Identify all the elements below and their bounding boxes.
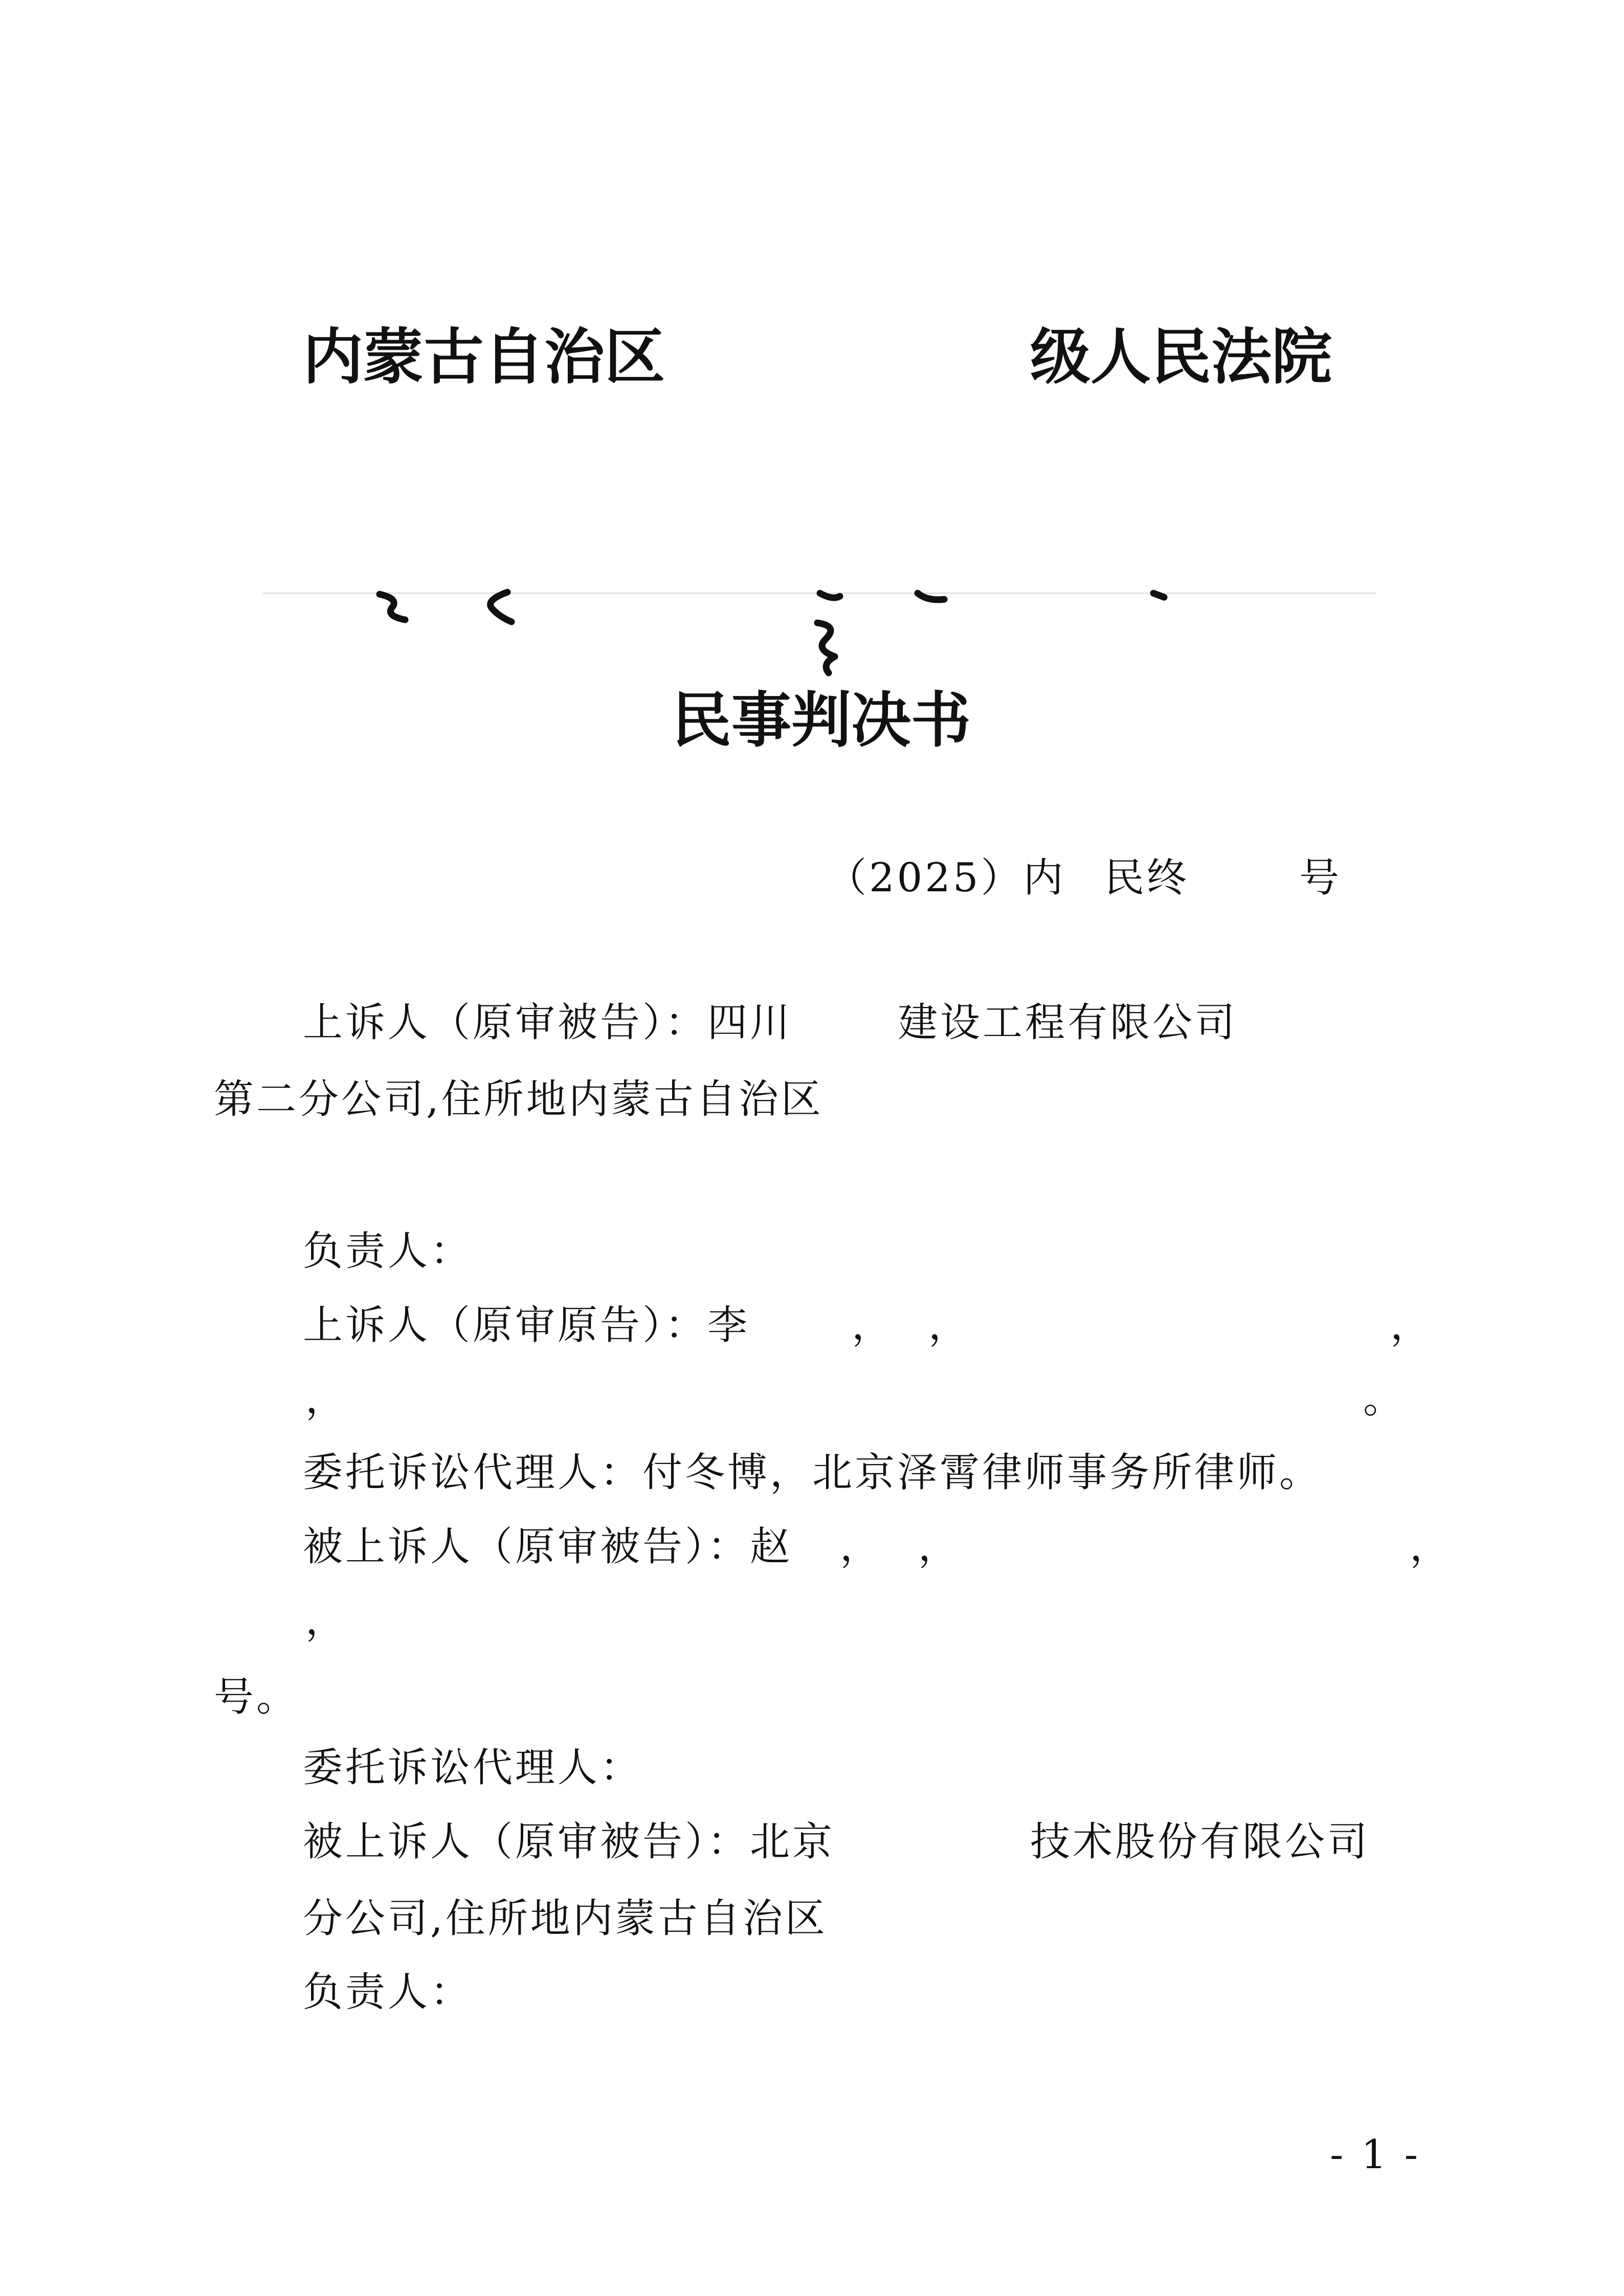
court-name-prefix: 内蒙古自治区 xyxy=(303,321,665,392)
mongolian-script-fragment xyxy=(1153,593,1164,597)
appellant-1-responsible-person: 负责人： xyxy=(303,1228,473,1274)
mongolian-script-fragment xyxy=(918,593,944,600)
appellant-1-name-end: 建设工程有限公司 xyxy=(898,1000,1238,1046)
redacted-separator: ， xyxy=(852,1302,895,1348)
court-name-suffix: 级人民法院 xyxy=(1030,321,1332,392)
redacted-separator: ， xyxy=(305,1376,348,1422)
appellant-2-label: 上诉人（原审原告）：李 xyxy=(303,1302,750,1348)
redacted-separator: ， xyxy=(1410,1524,1453,1570)
appellant-2-agent: 委托诉讼代理人：付冬博，北京泽霄律师事务所律师。 xyxy=(303,1450,1322,1496)
redacted-separator: ， xyxy=(918,1524,961,1570)
page-number: - 1 - xyxy=(1330,2132,1420,2178)
appellee-2-name-end: 技术股份有限公司 xyxy=(1030,1819,1370,1865)
appellant-1-address: 第二分公司,住所地内蒙古自治区 xyxy=(214,1076,824,1122)
appellee-2-address: 分公司,住所地内蒙古自治区 xyxy=(303,1896,828,1942)
case-number-prefix: （2025）内 xyxy=(827,855,1066,901)
mongolian-script-fragment xyxy=(491,592,511,622)
redacted-separator: ， xyxy=(1390,1302,1433,1348)
redacted-separator: ， xyxy=(840,1524,883,1570)
appellee-1-label: 被上诉人（原审被告）：赵 xyxy=(303,1524,793,1570)
appellant-1-name-start: 上诉人（原审被告）：四川 xyxy=(303,1000,793,1046)
sentence-end-mark: 。 xyxy=(1363,1376,1406,1422)
case-number-suffix: 号 xyxy=(1299,855,1342,901)
redacted-separator: ， xyxy=(305,1597,348,1644)
case-number-type: 民终 xyxy=(1104,855,1190,901)
mongolian-header-ornament xyxy=(0,562,1624,690)
appellee-1-address-end: 号。 xyxy=(214,1674,299,1720)
redacted-separator: ， xyxy=(928,1302,971,1348)
document-title: 民事判决书 xyxy=(672,685,971,755)
appellee-2-name-start: 被上诉人（原审被告）：北京 xyxy=(303,1819,835,1865)
mongolian-script-fragment xyxy=(817,623,835,673)
mongolian-script-fragment xyxy=(380,594,405,620)
appellee-2-responsible-person: 负责人： xyxy=(303,1969,473,2015)
appellee-1-agent: 委托诉讼代理人： xyxy=(303,1745,643,1791)
